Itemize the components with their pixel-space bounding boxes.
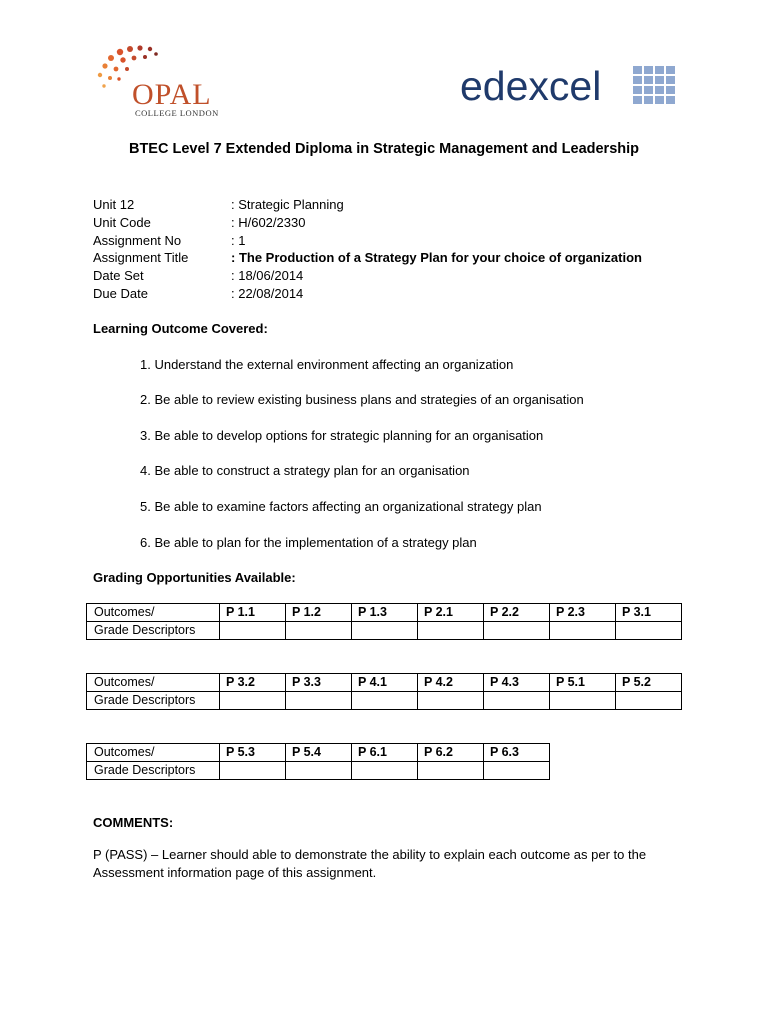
grade-cell <box>286 692 352 710</box>
grade-criterion: P 5.3 <box>220 744 286 762</box>
grade-criterion: P 2.3 <box>550 604 616 622</box>
grade-table-value-row <box>87 692 682 710</box>
grade-criterion: P 4.2 <box>418 674 484 692</box>
info-label: Unit Code <box>93 215 151 230</box>
grade-criterion: P 1.3 <box>352 604 418 622</box>
grade-criterion: P 5.1 <box>550 674 616 692</box>
learning-outcome-item: 2. Be able to review existing business plans and strategies of an organisation <box>140 392 584 407</box>
grade-cell <box>286 762 352 780</box>
info-label: Due Date <box>93 286 148 301</box>
grade-cell <box>616 692 682 710</box>
learning-outcome-item: 1. Understand the external environment affecting an organization <box>140 357 514 372</box>
edexcel-squares-icon <box>633 66 675 104</box>
grade-criterion: P 1.2 <box>286 604 352 622</box>
grade-cell <box>484 622 550 640</box>
info-value: : H/602/2330 <box>231 215 306 230</box>
info-label: Assignment No <box>93 233 182 248</box>
grade-table-1 <box>86 603 682 640</box>
edexcel-logo <box>455 62 685 112</box>
grade-cell <box>616 622 682 640</box>
grade-table-header-row <box>87 604 682 622</box>
grade-table-value-row <box>87 762 550 780</box>
grade-criterion: P 5.2 <box>616 674 682 692</box>
grade-cell <box>352 622 418 640</box>
edexcel-wordmark: edexcel <box>460 63 602 109</box>
grade-cell <box>484 692 550 710</box>
grade-cell <box>418 622 484 640</box>
grade-criterion: P 4.3 <box>484 674 550 692</box>
info-value: : The Production of a Strategy Plan for your choice of organization <box>231 250 642 265</box>
info-value: : 18/06/2014 <box>231 268 304 283</box>
grade-cell <box>352 692 418 710</box>
comments-text: P (PASS) – Learner should able to demonstrate the ability to explain each outcome as per to the Assessment information page of this assignment. <box>93 847 647 880</box>
grade-cell <box>550 692 616 710</box>
learning-outcome-item: 5. Be able to examine factors affecting an organizational strategy plan <box>140 499 542 514</box>
learning-outcome-item: 6. Be able to plan for the implementation of a strategy plan <box>140 535 477 550</box>
grading-heading: Grading Opportunities Available: <box>93 570 296 585</box>
grade-criterion: P 1.1 <box>220 604 286 622</box>
learning-outcome-item: 3. Be able to develop options for strategic planning for an organisation <box>140 428 544 443</box>
grade-table-label: Outcomes/ <box>87 674 220 692</box>
comments-heading: COMMENTS: <box>93 815 174 830</box>
grade-criterion: P 5.4 <box>286 744 352 762</box>
opal-wordmark: OPAL <box>132 78 212 111</box>
grade-criterion: P 2.2 <box>484 604 550 622</box>
grade-cell <box>418 692 484 710</box>
grade-cell <box>418 762 484 780</box>
opal-subtext: COLLEGE LONDON <box>135 108 219 118</box>
learning-outcome-item: 4. Be able to construct a strategy plan for an organisation <box>140 463 470 478</box>
opal-college-logo <box>92 42 232 124</box>
grade-table-label: Outcomes/ <box>87 604 220 622</box>
grade-table-header-row <box>87 674 682 692</box>
grade-cell <box>550 622 616 640</box>
grade-criterion: P 3.3 <box>286 674 352 692</box>
grade-cell <box>220 622 286 640</box>
grade-table-header-row <box>87 744 550 762</box>
info-label: Unit 12 <box>93 197 135 212</box>
grade-cell <box>484 762 550 780</box>
grade-table-value-row <box>87 622 682 640</box>
grade-criterion: P 6.3 <box>484 744 550 762</box>
document-title: BTEC Level 7 Extended Diploma in Strategic Management and Leadership <box>128 141 640 157</box>
grade-criterion: P 2.1 <box>418 604 484 622</box>
grade-table-label: Grade Descriptors <box>87 622 220 640</box>
grade-criterion: P 3.1 <box>616 604 682 622</box>
grade-cell <box>220 762 286 780</box>
grade-cell <box>352 762 418 780</box>
grade-table-label: Outcomes/ <box>87 744 220 762</box>
grade-cell <box>286 622 352 640</box>
learning-outcomes-heading: Learning Outcome Covered: <box>93 321 268 336</box>
grade-table-3 <box>86 743 550 780</box>
grade-table-label: Grade Descriptors <box>87 762 220 780</box>
grade-criterion: P 6.1 <box>352 744 418 762</box>
info-value: : Strategic Planning <box>231 197 344 212</box>
grade-table-2 <box>86 673 682 710</box>
info-label: Assignment Title <box>93 250 189 265</box>
grade-table-label: Grade Descriptors <box>87 692 220 710</box>
grade-cell <box>220 692 286 710</box>
info-label: Date Set <box>93 268 144 283</box>
info-value: : 1 <box>231 233 246 248</box>
grade-criterion: P 6.2 <box>418 744 484 762</box>
grade-criterion: P 4.1 <box>352 674 418 692</box>
info-value: : 22/08/2014 <box>231 286 304 301</box>
grade-criterion: P 3.2 <box>220 674 286 692</box>
